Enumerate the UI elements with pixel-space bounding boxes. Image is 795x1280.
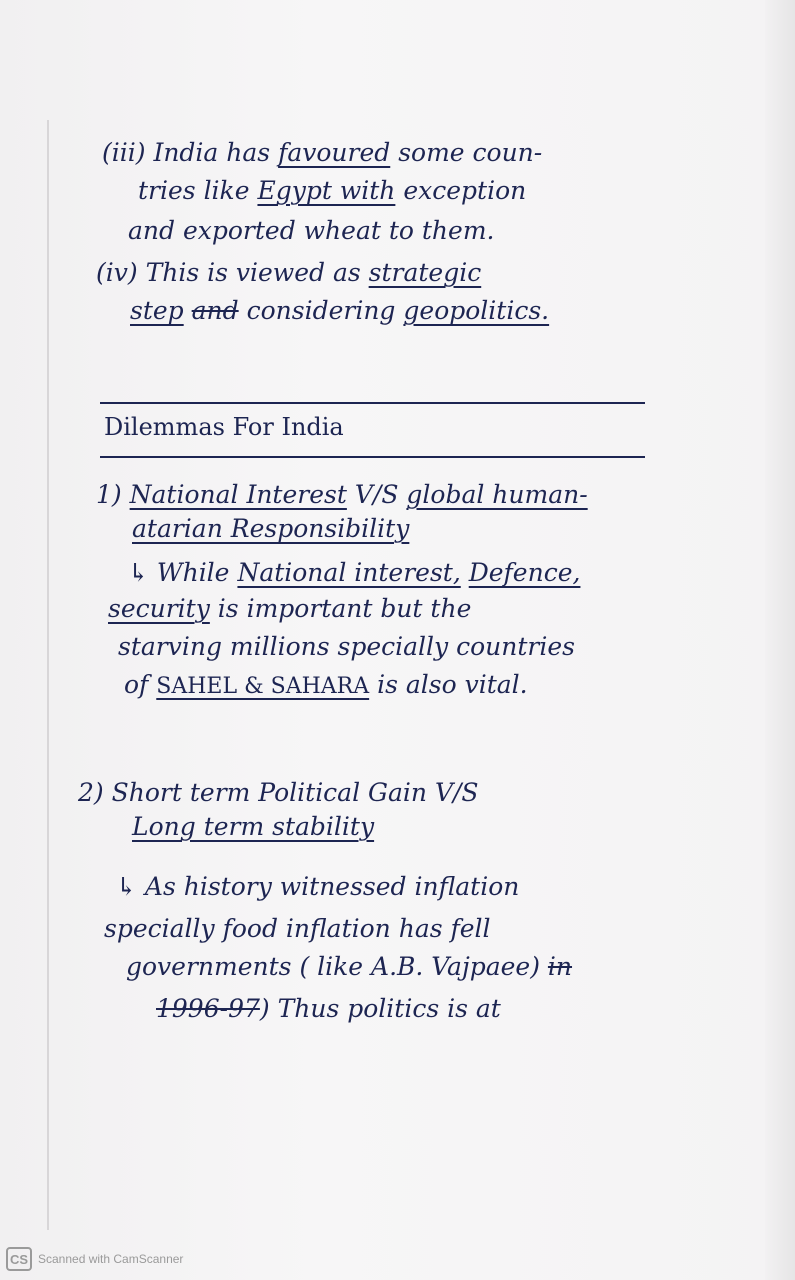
important-text: is important but the (217, 594, 472, 623)
sahel-sahara-text: SAHEL & SAHARA (156, 674, 370, 699)
item2-body3 (126, 952, 572, 982)
point-iii-end: some coun- (398, 138, 543, 167)
item1-title (96, 480, 588, 510)
struck-year: 1996-97 (156, 994, 260, 1023)
point-iv-line (96, 258, 481, 288)
item1-title-line2: atarian Responsibility (132, 514, 410, 543)
of-word: of (124, 670, 149, 699)
exception-text: exception (403, 176, 527, 205)
point-iii-text: (iii) India has (102, 138, 271, 167)
item1-number: 1) (96, 480, 122, 509)
national-interest-text: National Interest (129, 480, 347, 509)
egypt-with-text: Egypt with (257, 176, 396, 205)
point-iii-line (102, 138, 542, 168)
heading-rule-bottom (100, 456, 645, 458)
security-word: security (108, 594, 210, 623)
item2-number: 2) (78, 778, 104, 807)
camscanner-logo: CS (6, 1247, 32, 1271)
watermark-text: Scanned with CamScanner (38, 1252, 184, 1266)
favoured-word: favoured (278, 138, 391, 167)
global-humanitarian-text: global human- (406, 480, 588, 509)
point-iii-line2 (138, 176, 526, 206)
struck-and-word: and (191, 296, 239, 325)
margin-line (47, 120, 49, 1230)
governments-text: governments ( like A.B. Vajpaee) (126, 952, 540, 981)
struck-in-word: in (547, 952, 573, 981)
item2-body1: ↳ As history witnessed inflation (116, 872, 520, 901)
item2-body4 (156, 994, 501, 1024)
item1-body2 (108, 594, 471, 624)
item2-body2: specially food inflation has fell (104, 914, 491, 943)
point-iii-line3: and exported wheat to them. (128, 216, 495, 245)
strategic-word: strategic (368, 258, 482, 287)
item2-title (78, 778, 479, 808)
point-iv-line2 (130, 296, 549, 326)
politics-text: ) Thus politics is at (259, 994, 501, 1023)
line2-start: tries like (138, 176, 250, 205)
defence-word: Defence, (468, 558, 581, 587)
step-word: step (130, 296, 184, 325)
vital-text: is also vital. (377, 670, 528, 699)
considering-word: considering (246, 296, 396, 325)
national-interest-body: National interest, (237, 558, 461, 587)
section-heading: Dilemmas For India (104, 413, 344, 441)
scanner-watermark (6, 1246, 183, 1272)
item1-body1 (128, 558, 580, 588)
heading-rule-top (100, 402, 645, 404)
item2-title-line2: Long term stability (132, 812, 375, 841)
while-text: ↳ While (128, 558, 230, 587)
item1-body3: starving millions specially countries (118, 632, 575, 661)
point-iv-text: (iv) This is viewed as (96, 258, 361, 287)
geopolitics-word: geopolitics. (403, 296, 550, 325)
vs-text: V/S (354, 480, 399, 509)
short-term-text: Short term Political Gain V/S (111, 778, 479, 807)
page-edge (765, 0, 795, 1280)
item1-body4 (124, 670, 528, 702)
